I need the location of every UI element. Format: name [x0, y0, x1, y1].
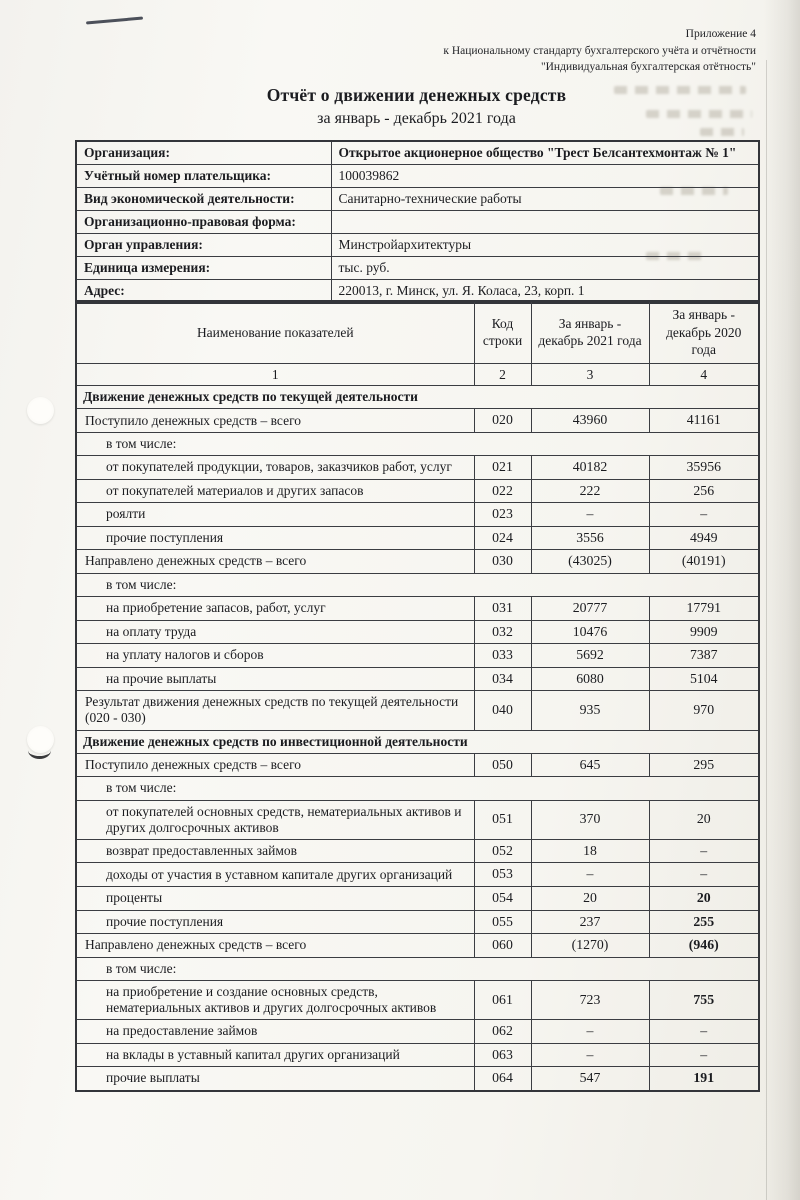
value-2021-cell: 5692	[531, 644, 649, 668]
appendix-line: "Индивидуальная бухгалтерская отётность"	[540, 61, 756, 74]
table-row	[76, 550, 759, 574]
value-2020-cell: –	[649, 1043, 759, 1067]
org-info-row	[76, 257, 759, 280]
section-header-row	[76, 386, 759, 409]
value-2021-cell: 935	[531, 691, 649, 730]
row-code-cell: 040	[474, 691, 531, 730]
indicator-name-cell: на вклады в уставный капитал других организаций	[76, 1043, 474, 1067]
row-code-cell: 064	[474, 1067, 531, 1091]
value-2021-cell: 40182	[531, 456, 649, 480]
row-code-cell: 023	[474, 503, 531, 527]
group-label-row	[76, 957, 759, 980]
group-label: в том числе:	[76, 573, 759, 596]
row-code-cell: 034	[474, 667, 531, 691]
value-2020-cell: (946)	[649, 934, 759, 958]
table-row	[76, 980, 759, 1019]
row-code-cell: 055	[474, 910, 531, 934]
hole-punch	[27, 726, 54, 753]
header-row-code: Код строки	[474, 301, 531, 363]
appendix-line: Приложение 4	[685, 28, 756, 40]
group-label: в том числе:	[76, 432, 759, 455]
value-2020-cell: 20	[649, 800, 759, 839]
pen-mark	[86, 17, 143, 24]
value-2020-cell: 255	[649, 910, 759, 934]
value-2020-cell: 755	[649, 980, 759, 1019]
value-2020-cell: 35956	[649, 456, 759, 480]
value-2020-cell: 9909	[649, 620, 759, 644]
value-2020-cell: –	[649, 503, 759, 527]
row-code-cell: 031	[474, 597, 531, 621]
table-row	[76, 409, 759, 433]
indicator-name-cell: от покупателей продукции, товаров, заказчиков работ, услуг	[76, 456, 474, 480]
value-2021-cell: 237	[531, 910, 649, 934]
title-line-2: за январь - декабрь 2021 года	[317, 110, 516, 127]
row-code-cell: 051	[474, 800, 531, 839]
row-code-cell: 060	[474, 934, 531, 958]
value-2020-cell: 295	[649, 753, 759, 777]
indicator-name-cell: Направлено денежных средств – всего	[76, 934, 474, 958]
value-2021-cell: 370	[531, 800, 649, 839]
value-2021-cell: 6080	[531, 667, 649, 691]
table-row	[76, 863, 759, 887]
org-field-label: Организация:	[76, 141, 331, 165]
table-row	[76, 800, 759, 839]
value-2020-cell: 41161	[649, 409, 759, 433]
indicator-name-cell: проценты	[76, 886, 474, 910]
value-2020-cell: 17791	[649, 597, 759, 621]
table-row	[76, 691, 759, 730]
table-row	[76, 479, 759, 503]
table-header-row	[76, 301, 759, 363]
row-code-cell: 033	[474, 644, 531, 668]
row-code-cell: 054	[474, 886, 531, 910]
org-field-label: Учётный номер плательщика:	[76, 165, 331, 188]
row-code-cell: 052	[474, 839, 531, 863]
appendix-line: к Национальному стандарту бухгалтерского учёта и отчётности	[443, 44, 756, 57]
value-2021-cell: 222	[531, 479, 649, 503]
org-field-value: тыс. руб.	[331, 257, 759, 280]
value-2021-cell: –	[531, 863, 649, 887]
group-label-row	[76, 573, 759, 596]
column-number: 2	[474, 363, 531, 386]
org-field-label: Организационно-правовая форма:	[76, 211, 331, 234]
table-row	[76, 503, 759, 527]
table-row	[76, 934, 759, 958]
value-2021-cell: 20	[531, 886, 649, 910]
appendix-note	[443, 26, 756, 76]
header-indicator-name: Наименование показателей	[76, 301, 474, 363]
indicator-name-cell: на оплату труда	[76, 620, 474, 644]
table-row	[76, 839, 759, 863]
org-field-value: 100039862	[331, 165, 759, 188]
table-row	[76, 1043, 759, 1067]
value-2020-cell: 7387	[649, 644, 759, 668]
indicator-name-cell: роялти	[76, 503, 474, 527]
row-code-cell: 063	[474, 1043, 531, 1067]
header-period-2020: За январь - декабрь 2020 года	[649, 301, 759, 363]
hole-punch	[27, 397, 54, 424]
row-code-cell: 021	[474, 456, 531, 480]
org-field-value: Санитарно-технические работы	[331, 188, 759, 211]
row-code-cell: 032	[474, 620, 531, 644]
indicator-name-cell: на приобретение и создание основных средств, нематериальных активов и других долгосрочных активов	[76, 980, 474, 1019]
row-code-cell: 030	[474, 550, 531, 574]
value-2020-cell: 970	[649, 691, 759, 730]
value-2021-cell: 3556	[531, 526, 649, 550]
column-number: 1	[76, 363, 474, 386]
table-row	[76, 886, 759, 910]
value-2020-cell: 4949	[649, 526, 759, 550]
indicator-name-cell: Поступило денежных средств – всего	[76, 753, 474, 777]
value-2020-cell: 5104	[649, 667, 759, 691]
table-row	[76, 753, 759, 777]
indicator-name-cell: на уплату налогов и сборов	[76, 644, 474, 668]
value-2021-cell: 10476	[531, 620, 649, 644]
table-row	[76, 1020, 759, 1044]
value-2020-cell: –	[649, 863, 759, 887]
cashflow-table	[75, 300, 760, 1092]
bleedthrough-mark	[700, 128, 744, 136]
group-label: в том числе:	[76, 777, 759, 800]
value-2021-cell: (1270)	[531, 934, 649, 958]
row-code-cell: 050	[474, 753, 531, 777]
org-field-value: Открытое акционерное общество "Трест Белсантехмонтаж № 1"	[331, 141, 759, 165]
org-field-value	[331, 211, 759, 234]
section-header-row	[76, 730, 759, 753]
indicator-name-cell: прочие поступления	[76, 910, 474, 934]
page-edge-shadow	[766, 60, 767, 1200]
indicator-name-cell: от покупателей материалов и других запасов	[76, 479, 474, 503]
group-label-row	[76, 777, 759, 800]
row-code-cell: 061	[474, 980, 531, 1019]
indicator-name-cell: возврат предоставленных займов	[76, 839, 474, 863]
group-label: в том числе:	[76, 957, 759, 980]
value-2020-cell: 256	[649, 479, 759, 503]
document-title	[75, 85, 758, 128]
group-label-row	[76, 432, 759, 455]
value-2021-cell: 43960	[531, 409, 649, 433]
value-2021-cell: –	[531, 503, 649, 527]
value-2020-cell: –	[649, 839, 759, 863]
column-number: 4	[649, 363, 759, 386]
table-row	[76, 1067, 759, 1091]
org-field-label: Единица измерения:	[76, 257, 331, 280]
table-row	[76, 597, 759, 621]
value-2020-cell: –	[649, 1020, 759, 1044]
org-field-label: Адрес:	[76, 280, 331, 304]
indicator-name-cell: прочие выплаты	[76, 1067, 474, 1091]
value-2021-cell: 723	[531, 980, 649, 1019]
indicator-name-cell: на прочие выплаты	[76, 667, 474, 691]
value-2021-cell: 20777	[531, 597, 649, 621]
indicator-name-cell: Направлено денежных средств – всего	[76, 550, 474, 574]
indicator-name-cell: на приобретение запасов, работ, услуг	[76, 597, 474, 621]
org-info-row	[76, 211, 759, 234]
value-2021-cell: 18	[531, 839, 649, 863]
org-info-body	[76, 141, 759, 303]
indicator-name-cell: на предоставление займов	[76, 1020, 474, 1044]
row-code-cell: 024	[474, 526, 531, 550]
table-row	[76, 667, 759, 691]
section-title: Движение денежных средств по инвестиционной деятельности	[76, 730, 759, 753]
value-2021-cell: (43025)	[531, 550, 649, 574]
value-2021-cell: 645	[531, 753, 649, 777]
row-code-cell: 053	[474, 863, 531, 887]
org-info-table	[75, 140, 760, 304]
value-2020-cell: 191	[649, 1067, 759, 1091]
value-2021-cell: 547	[531, 1067, 649, 1091]
org-info-row	[76, 141, 759, 165]
indicator-name-cell: Результат движения денежных средств по текущей деятельности (020 - 030)	[76, 691, 474, 730]
indicator-name-cell: доходы от участия в уставном капитале других организаций	[76, 863, 474, 887]
row-code-cell: 020	[474, 409, 531, 433]
title-line-1: Отчёт о движении денежных средств	[266, 85, 567, 105]
value-2020-cell: 20	[649, 886, 759, 910]
column-numbers-row	[76, 363, 759, 386]
section-title: Движение денежных средств по текущей деятельности	[76, 386, 759, 409]
org-info-row	[76, 234, 759, 257]
org-field-label: Орган управления:	[76, 234, 331, 257]
row-code-cell: 022	[474, 479, 531, 503]
org-field-label: Вид экономической деятельности:	[76, 188, 331, 211]
org-info-row	[76, 188, 759, 211]
table-row	[76, 526, 759, 550]
org-field-value: Минстройархитектуры	[331, 234, 759, 257]
value-2020-cell: (40191)	[649, 550, 759, 574]
value-2021-cell: –	[531, 1043, 649, 1067]
table-row	[76, 644, 759, 668]
value-2021-cell: –	[531, 1020, 649, 1044]
indicator-name-cell: от покупателей основных средств, нематериальных активов и других долгосрочных активов	[76, 800, 474, 839]
cashflow-table-body	[76, 386, 759, 1091]
indicator-name-cell: прочие поступления	[76, 526, 474, 550]
indicator-name-cell: Поступило денежных средств – всего	[76, 409, 474, 433]
org-field-value: 220013, г. Минск, ул. Я. Коласа, 23, корп. 1	[331, 280, 759, 304]
org-info-row	[76, 165, 759, 188]
table-row	[76, 456, 759, 480]
table-row	[76, 620, 759, 644]
table-row	[76, 910, 759, 934]
row-code-cell: 062	[474, 1020, 531, 1044]
column-number: 3	[531, 363, 649, 386]
header-period-2021: За январь - декабрь 2021 года	[531, 301, 649, 363]
